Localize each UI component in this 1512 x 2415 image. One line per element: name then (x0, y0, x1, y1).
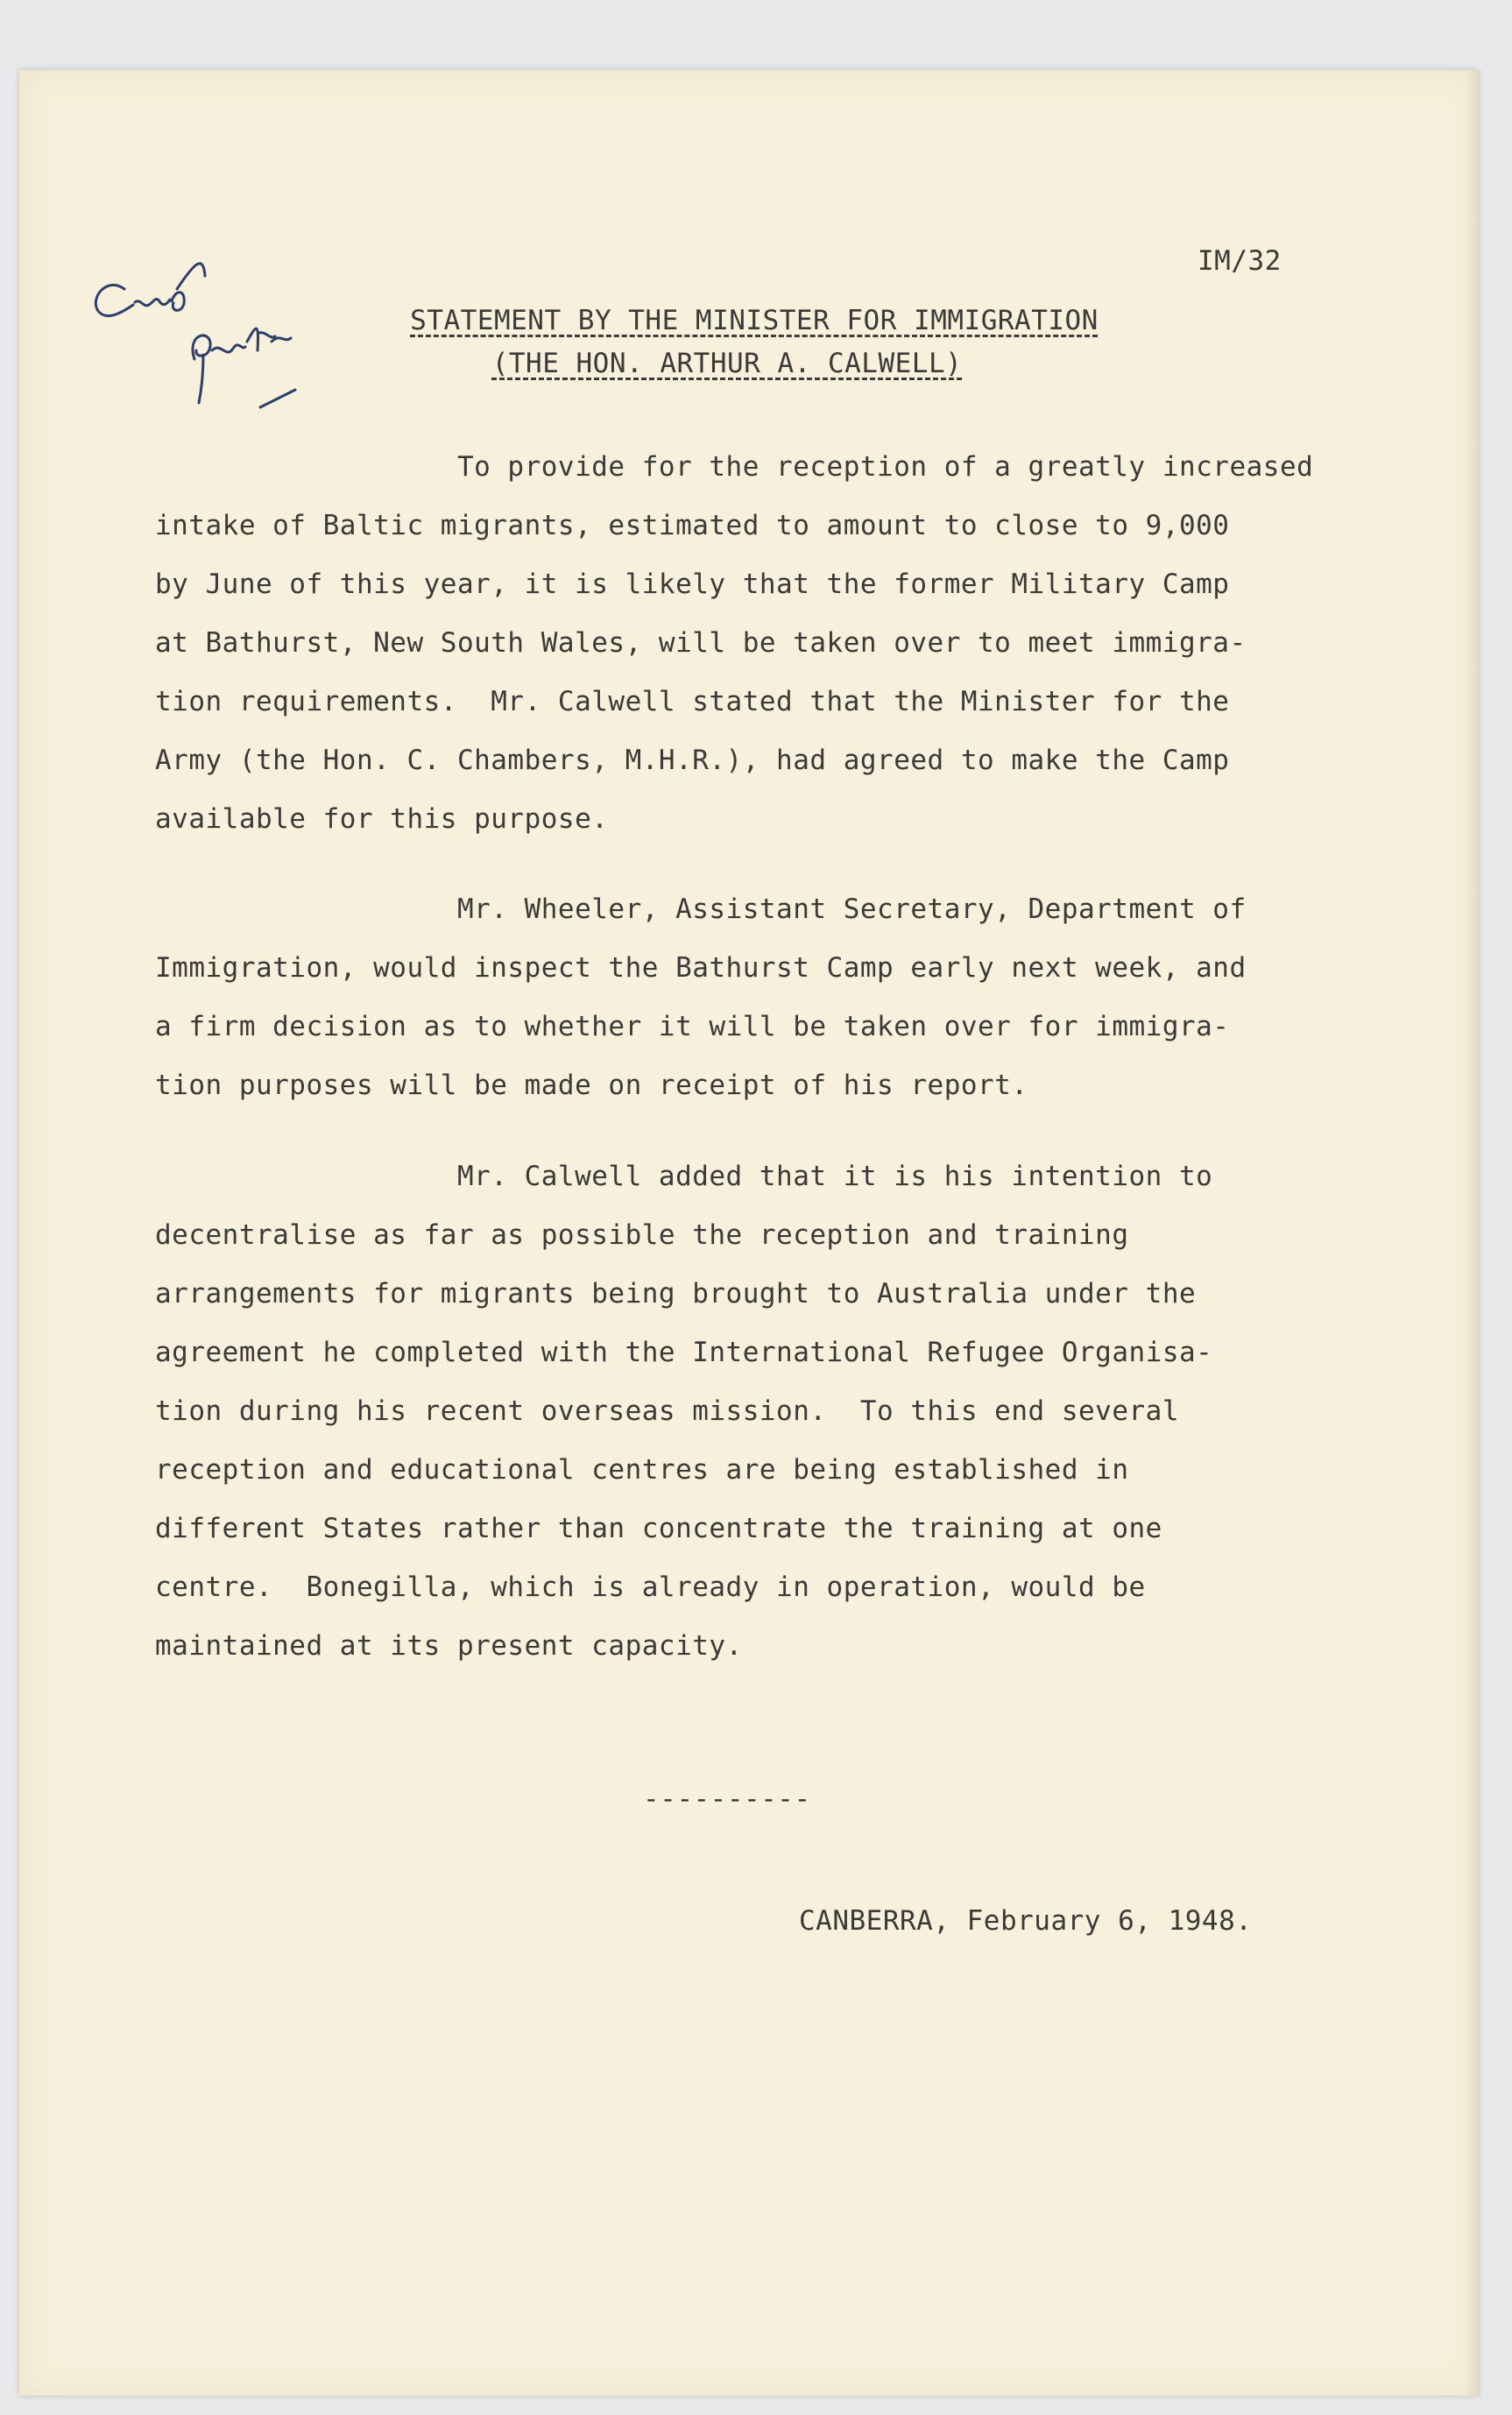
dateline: CANBERRA, February 6, 1948. (799, 1905, 1253, 1937)
paragraph-line: arrangements for migrants being brought to Australia under the (155, 1278, 1197, 1310)
paragraph-line: decentralise as far as possible the reception and training (155, 1219, 1129, 1251)
paragraph-line: To provide for the reception of a greatly increased (155, 451, 1314, 483)
document-title: STATEMENT BY THE MINISTER FOR IMMIGRATION (410, 305, 1099, 336)
paragraph-line: agreement he completed with the International Refugee Organisa- (155, 1337, 1213, 1368)
paragraph-line: Mr. Wheeler, Assistant Secretary, Department of (155, 893, 1247, 925)
paragraph-line: available for this purpose. (155, 803, 609, 835)
paragraph-line: reception and educational centres are being established in (155, 1454, 1129, 1486)
paragraph-line: tion requirements. Mr. Calwell stated that the Minister for the (155, 686, 1230, 717)
paragraph-line: centre. Bonegilla, which is already in operation, would be (155, 1571, 1146, 1603)
paragraph-line: a firm decision as to whether it will be taken over for immigra- (155, 1011, 1230, 1042)
document-subtitle: (THE HON. ARTHUR A. CALWELL) (491, 348, 963, 379)
paragraph-line: tion purposes will be made on receipt of his report. (155, 1070, 1028, 1101)
paragraph-line: tion during his recent overseas mission. To this end several (155, 1395, 1179, 1427)
paper-edge (1466, 70, 1479, 2396)
paragraph-line: intake of Baltic migrants, estimated to amount to close to 9,000 (155, 510, 1230, 541)
paragraph-line: different States rather than concentrate the training at one (155, 1513, 1162, 1544)
paragraph-line: Army (the Hon. C. Chambers, M.H.R.), had agreed to make the Camp (155, 745, 1230, 776)
paragraph-line: maintained at its present capacity. (155, 1630, 743, 1662)
section-divider: ---------- (643, 1783, 811, 1815)
reference-number: IM/32 (1198, 245, 1282, 277)
document-page (19, 70, 1479, 2396)
paragraph-line: at Bathurst, New South Wales, will be taken over to meet immigra- (155, 627, 1247, 659)
paragraph-line: Mr. Calwell added that it is his intention to (155, 1161, 1213, 1192)
paragraph-line: by June of this year, it is likely that the former Military Camp (155, 568, 1230, 600)
paragraph-line: Immigration, would inspect the Bathurst Camp early next week, and (155, 952, 1247, 984)
